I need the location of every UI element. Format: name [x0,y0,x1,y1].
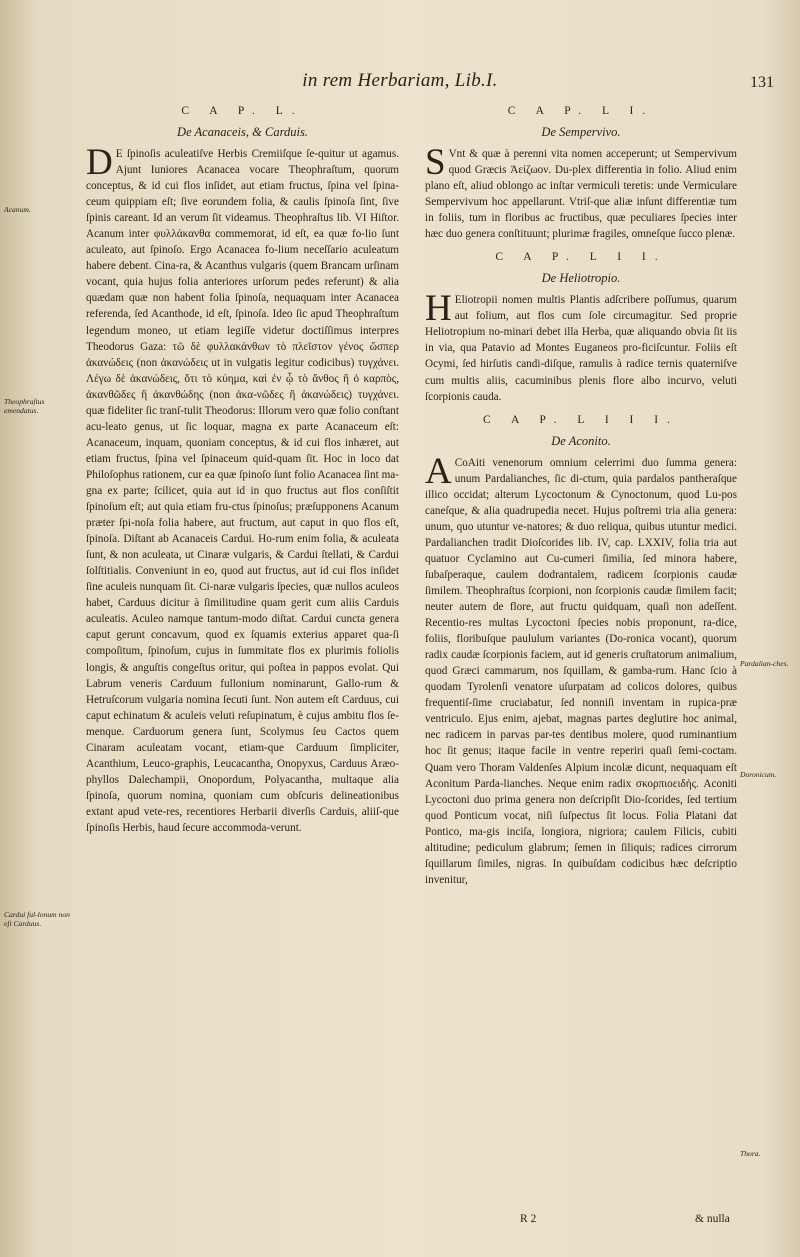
catchword: & nulla [695,1213,730,1225]
chapter-heading: C A P. L I. [507,105,655,117]
left-column [86,102,399,836]
margin-note-theophrastus: Theophraſtus emendatus. [4,397,45,415]
chapter-title: De Heliotropio. [541,271,621,286]
chapter-title: De Sempervivo. [541,125,621,139]
margin-note-acanum: Acanum. [4,205,31,214]
margin-note-pardalianches: Pardalian-ches. [740,659,789,668]
chapter-heading: C A P. L. [181,105,304,117]
chapter-title: De Acanaceis, & Carduis. [177,125,308,139]
chapter-body: DE ſpinoſis aculeatiſve Herbis Cremiiſque ſe-quitur ut agamus. Ajunt Iuniores Acanacea vocare Theophraſtum, quorum conceptus, & id cui flos inſidet, aut etiam fructus, ſpina vel ſpina-ceum quippiam eſt; ſive eorundem folia, & caulis ſpinoſa ſint, ſive ſpinis careant. Id an verum ſit videamus. Theophraſtus lib. VI Hiſtor. Acanum inter φυλλάκανθα commemorat, id eſt, ea quæ fo-lio ſunt aculeato, aut ſpinoſo. Ergo Acanacea fo-lium neceſſario aculeatum habere debent. Cina-ra, & Acanthus vulgaris (quem Brancam urſinam vocant, quia hujus folia anteriores urſorum pedes referunt) & alia quædam quæ non habent folia ſpinoſa, nequaquam inter Acanacea referenda, ſed Acanthode, id eſt, ſpinoſa. Ideo ſic apud Theophraſtum legendum moneo, ut etiam legiſſe videtur doctiſſimus interpres Theodorus Gaza: τῶ δὲ φυλλακάνθων τὸ πλεῖστον γένος ὥσπερ ἀκανώδεις (non ἀκανώδεις ut in vulgatis legitur codicibus) τυγχάνει. Λέγω δὲ ἀκανώδεις, ὅτι τὸ κύημα, καὶ ἐν ᾧ τὸ ἄνθος ἢ ὁ καρπὸς, ἀκανθῶδες ἢ ἀκανθώδης (non ἀκα-νῶδες ἢ ἀκανώδεις) τυγχάνει. quæ fideliter ſic tranſ-tulit Theodorus: Illorum vero quæ folio conſtant acu-leato genus, ut ſic loquar, magna ex parte Acanaceum eſt: Acanaceum, inquam, quoniam conceptus, & id cui flos inhæret, aut etiam fructus, ſpina vel ſpinaceum quid-quam ſit. Hoc in loco dat Philoſophus rationem, cur ea quæ ſpinoſo ſunt folio Acanacea ſint ma-gna ex parte; ſcilicet, quia aut id in quo fructus aut flos conſiſtit ſpinoſum eſt; aut quia etiam fru-ctus ſpinoſus; præſupponens Acanum præter ſpi-noſa folia habere, aut fructum, aut caput in quo flos eſt, ſpinoſa. Diſtant ab Acanaceis Cardui. Ho-rum enim folia, & aculeata ſunt, & non aculeata, ut Cinaræ vulgaris, & Cardui ſtellati, & Cardui ſolſtitialis. Conveniunt in eo, quod aut fructus, aut id cui flos inſidet ſine aculeis nunquam ſit. Ci-naræ vulgaris ſpecies, quæ nullos aculeos habet, Carduus dicitur à ſimilitudine quam gerit cum aliis Carduis aculeatis. Aculeo namque tantum-modo diſtat. Cardui cuncta genera caput gerunt concavum, quod ex ſquamis exterius apparet qua-ſi compoſitum, ſpinoſum, cujus in ſummitate flos ex plurimis foliolis longis, & anguſtis congeſtus oritur, qui poſtea in pappos evolat. Qui Labrum veneris Carduum fullonium nominarunt, Gallo-rum & Hetruſcorum vulgaria nomina ſecuti ſunt. Non autem eſt Carduus, cui caput echinatum & aculeis veluti reſupinatum, è cujus ambitu flos ſe-menque. Carduorum genera ſunt, Scolymus ſeu Cactos quem Cinaram aculeatam vocant, etiam-que Carduum ſimpliciter, Acanthium, Leuco-graphis, Leucacantha, Onopyxus, Carduus Aræo-phyllos Dalechampii, Onopordum, Polyacantha, multaque alia ſpinoſa, quorum nomina, quoniam cum obſcuris delineationibus extant apud vete-res, recentiores Herbarii diverſis Carduis, aliiſ-que ſpinoſis Herbis, haud ſecure accommoda-verunt. [86,142,399,834]
margin-note-thora: Thora. [740,1149,761,1158]
chapter-heading: C A P. L I I. [495,251,667,264]
chapter-body: ACoAiti venenorum omnium celerrimi duo ſumma genera: unum Pardalianches, ſic di-ctum, quia pardalos pantheraſque illico occidat; alterum Lycoctonum & Cynoctonum, quod Lu-pos caneſque, & alia quadrupedia necet. Hujus poſtremi tria alia genera: unum, quo utuntur ve-natores; & duo reliqua, quibus utuntur medici. Pardalianchen tradit Dioſcorides lib. IV, cap. LXXIV, folia tria aut quatuor Cyclamino aut Cu-cumeri ſimilia, ſed minora habere, ſubaſperaque, caulem dodrantalem, radicem ſcorpionis caudæ ſimilem. Theophraſtus ſcorpioni, non ſcorpionis caudæ ſimilem facit; neuter autem de flore, aut fructu quidquam, quaſi non adeſſent. Recentio-res multas Lycoctoni ſpecies nobis proponunt, ra-dice, foliis, floribuſque paululum variantes (Do-ronica vocant), quorum radix caudæ ſcorpionis faciem, aut id generis cruſtatorum animalium, quod Græci cammarum, nos ſquillam, & gamba-rum. Hanc ſcio à quodam Tyrolenſi venatore uſurpatam ad colicos dolores, quibus frequentiſ-ſime cruciabatur, ſed nonniſi inventam in rupica-præ ventriculo. Ejus enim, ajebat, magnas partes deglutire hoc animal, nec radicem in parvas par-tes dentibus molere, quod ruminantium hoc ſit genus; itaque facile in ventre reperiri quaſi ſemi-coctam. Quam vero Thoram Valdenſes Alpium incolæ dicunt, nequaquam eſt Aconitum Parda-lianches. Neque enim radix σκορπιοειδής. Aconiti Lycoctoni duo prima genera non deſcripſit Dio-ſcorides, ſed tertium quod Ponticum vocat, niſi ſuſpectus ſit locus. Folia Platani dat Pontico, ma-gis inciſa, longiora, nigriora; caulem Filicis, cubiti altitudine; pediculum glabrum; ſemen in ſiliquis; radices cirrorum ſquillarum ſimiles, nigras. In quibuſdam codicibus hæc deſcriptio invenitur, [425,450,737,886]
chapter-body: SVnt & quæ à perenni vita nomen acceperunt; ut Sempervivum quod Græcis Ἀείζωον. Du-plex differentia in folio. Aliud enim plano eſt, aliud oblongo ac inſtar vermiculi teretis: unde Vermiculare Sempervivum hoc appellarunt. Vtriſ-que aliæ inſunt differentiæ tum in foliis, tum in floribus ac fructibus, quæ peculiares ſpecies inter hæc duo genera conſtituunt; plurimæ fragiles, omneſque ſucco plenæ. [425,142,737,241]
signature-line [520,1213,730,1225]
margin-note-carduus: Cardui ful-lonum non eſt Carduus. [4,910,70,928]
margin-note-doronicum: Doronicum. [740,770,777,779]
chapter-heading: C A P. L I I I. [483,413,679,426]
running-title: in rem Herbariam, Lib.I. [302,70,498,91]
page-number: 131 [750,74,774,91]
right-column [425,102,737,888]
chapter-title: De Aconito. [551,433,611,448]
signature-mark: R 2 [520,1213,537,1225]
chapter-body: HEliotropii nomen multis Plantis adſcribere poſſumus, quarum aut folium, aut flos cum ſole circumagitur. Sed proprie Heliotropium no-minari debet illa Herba, quæ aliquando obvia ſit iis in via, qua Patavio ad Montes Euganeos pro-ficiſcuntur. Foliis eſt Ocymi, ſed hirſutis candi-diſque, ramulis à radice ternis quaterniſve cum multis aliis, cacuminibus plenis flore albo incurvo, veluti ſcorpionis cauda. [425,288,737,403]
